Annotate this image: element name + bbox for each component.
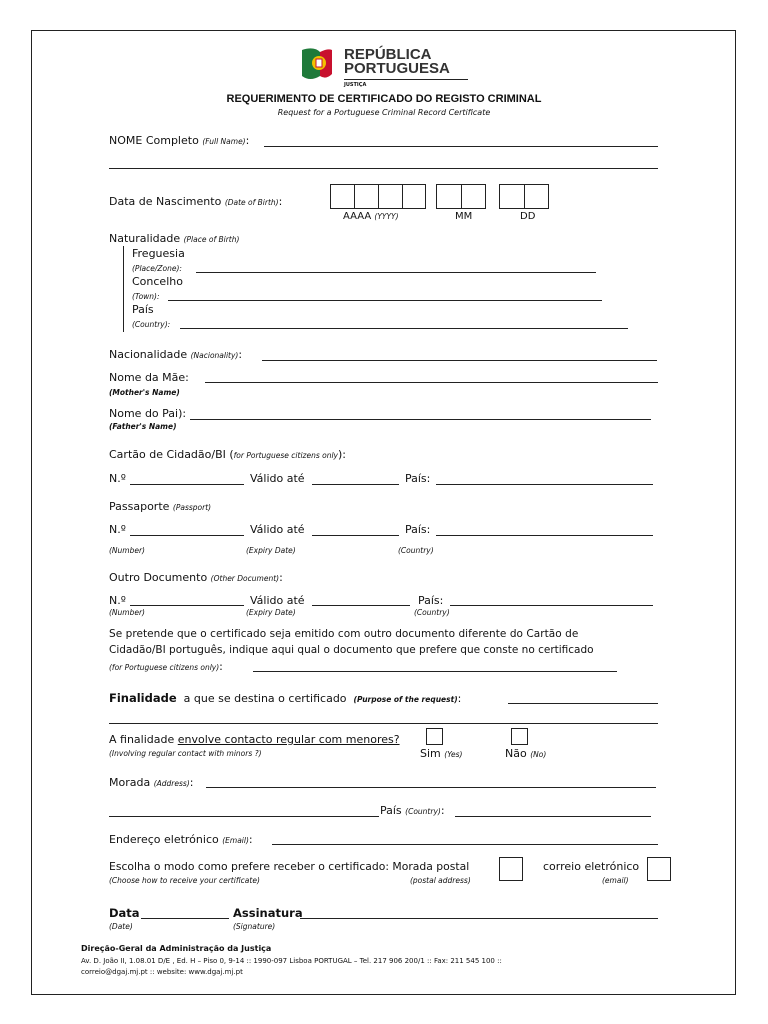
nationality-input[interactable] xyxy=(262,360,657,361)
pp-valid-label: Válido até xyxy=(250,523,305,536)
minors-pre: A finalidade xyxy=(109,733,175,746)
minors-yes-checkbox[interactable] xyxy=(426,728,443,745)
mm-label: MM xyxy=(455,211,473,222)
full-name-en: (Full Name) xyxy=(202,137,246,146)
nationality-label: Nacionalidade (Nacionality): xyxy=(109,348,243,361)
para-line3-en: (for Portuguese citizens only) xyxy=(109,663,220,672)
cc-number-label: N.º xyxy=(109,472,126,485)
logo-line1: REPÚBLICA xyxy=(344,46,432,63)
delivery-question: Escolha o modo como prefere receber o certificado: Morada postal xyxy=(109,860,470,873)
other-doc-en: (Other Document) xyxy=(210,574,280,583)
citizen-card-text: Cartão de Cidadão/BI ( xyxy=(109,448,234,461)
other-doc-para-line3: (for Portuguese citizens only): xyxy=(109,660,223,673)
address-country-input[interactable] xyxy=(455,816,651,817)
citizen-card-en: for Portuguese citizens only xyxy=(233,451,338,460)
passport-text: Passaporte xyxy=(109,500,170,513)
nationality-en: (Nacionality) xyxy=(190,351,239,360)
place-text: Naturalidade xyxy=(109,232,181,245)
father-label: Nome do Pai): xyxy=(109,407,187,420)
pp-number-en: (Number) xyxy=(109,546,145,555)
no-text: Não xyxy=(505,747,527,760)
od-number-en: (Number) xyxy=(109,608,145,617)
yes-en: (Yes) xyxy=(444,750,463,759)
parish-label: Freguesia xyxy=(132,247,185,260)
address-input-line1[interactable] xyxy=(206,787,656,788)
od-country-en: (Country) xyxy=(414,608,450,617)
footer-address: Av. D. João II, 1.08.01 D/E , Ed. H – Piso 0, 9-14 :: 1990-097 Lisboa PORTUGAL – Tel. 217 906 200/1 :: Fax: 211 545 100 :: xyxy=(81,957,502,965)
purpose-input-line1[interactable] xyxy=(508,703,658,704)
dob-month-boxes[interactable] xyxy=(436,184,486,209)
purpose-input-line2[interactable] xyxy=(109,723,658,724)
signature-input[interactable] xyxy=(300,918,658,919)
email-label: Endereço eletrónico (Email): xyxy=(109,833,253,846)
parish-en-text: (Place/Zone) xyxy=(132,264,180,273)
father-text: Nome do Pai) xyxy=(109,407,183,420)
dob-day-boxes[interactable] xyxy=(499,184,549,209)
passport-en: (Passport) xyxy=(172,503,212,512)
mother-label: Nome da Mãe: xyxy=(109,371,189,384)
mother-input[interactable] xyxy=(205,382,658,383)
country-label: País xyxy=(132,303,154,316)
minors-question xyxy=(109,733,400,746)
dd-label: DD xyxy=(520,211,536,222)
pp-country-input[interactable] xyxy=(436,535,653,536)
address-country-text: País xyxy=(380,804,402,817)
address-country-label: País (Country): xyxy=(380,804,445,817)
passport-label xyxy=(109,500,211,513)
cc-country-label: País: xyxy=(405,472,431,485)
cc-number-input[interactable] xyxy=(130,484,244,485)
logo-divider xyxy=(344,79,468,80)
address-input-line2[interactable] xyxy=(109,816,379,817)
full-name-input-line2[interactable] xyxy=(109,168,658,169)
full-name-input-line1[interactable] xyxy=(264,146,658,147)
od-valid-label: Válido até xyxy=(250,594,305,607)
address-label: Morada (Address): xyxy=(109,776,194,789)
father-en: (Father's Name) xyxy=(109,422,177,431)
form-title: REQUERIMENTO DE CERTIFICADO DO REGISTO CRIMINAL xyxy=(226,93,542,105)
nationality-text: Nacionalidade xyxy=(109,348,188,361)
dob-text: Data de Nascimento xyxy=(109,195,222,208)
od-number-input[interactable] xyxy=(130,605,244,606)
purpose-rest: a que se destina o certificado xyxy=(183,692,347,705)
delivery-en: (Choose how to receive your certificate) xyxy=(109,876,260,885)
date-input[interactable] xyxy=(141,918,229,919)
email-input[interactable] xyxy=(272,844,658,845)
address-text: Morada xyxy=(109,776,151,789)
place-label xyxy=(109,232,239,245)
country-en-text: (Country) xyxy=(132,320,168,329)
county-en-text: (Town) xyxy=(132,292,157,301)
flag-emblem-icon xyxy=(298,46,334,82)
place-bracket xyxy=(123,246,124,332)
footer-org: Direção-Geral da Administração da Justiça xyxy=(81,944,272,953)
purpose-label: Finalidade a que se destina o certificado (Purpose of the request): xyxy=(109,691,462,705)
minors-no-label xyxy=(505,747,546,760)
logo-sub: JUSTIÇA xyxy=(344,82,367,88)
delivery-email-checkbox[interactable] xyxy=(647,857,671,881)
yyyy-en: (YYYY) xyxy=(374,212,399,221)
country-en: (Country): xyxy=(132,320,171,329)
other-doc-para-line2: Cidadão/BI português, indique aqui qual o documento que prefere que conste no certificado xyxy=(109,644,594,656)
address-country-en: (Country) xyxy=(405,807,441,816)
father-input[interactable] xyxy=(190,419,651,420)
minors-yes-label xyxy=(420,747,462,760)
address-en: (Address) xyxy=(153,779,190,788)
place-en: (Place of Birth) xyxy=(183,235,240,244)
county-input[interactable] xyxy=(168,300,602,301)
mother-text: Nome da Mãe xyxy=(109,371,186,384)
pp-expiry-en: (Expiry Date) xyxy=(246,546,296,555)
purpose-en: (Purpose of the request) xyxy=(353,695,458,704)
od-number-label: N.º xyxy=(109,594,126,607)
parish-input[interactable] xyxy=(196,272,596,273)
od-expiry-en: (Expiry Date) xyxy=(246,608,296,617)
citizen-card-end: ): xyxy=(337,448,346,461)
county-en: (Town): xyxy=(132,292,160,301)
pp-number-input[interactable] xyxy=(130,535,244,536)
date-en: (Date) xyxy=(109,922,133,931)
pp-valid-input[interactable] xyxy=(312,535,399,536)
cc-valid-input[interactable] xyxy=(312,484,399,485)
email-text: Endereço eletrónico xyxy=(109,833,219,846)
mother-en: (Mother's Name) xyxy=(109,388,180,397)
county-label: Concelho xyxy=(132,275,183,288)
pp-country-label: País: xyxy=(405,523,431,536)
full-name-text: NOME Completo xyxy=(109,134,199,147)
signature-label: Assinatura xyxy=(233,906,303,920)
logo-line2: PORTUGUESA xyxy=(344,60,450,77)
minors-en: (Involving regular contact with minors ?) xyxy=(109,749,262,758)
minors-no-checkbox[interactable] xyxy=(511,728,528,745)
dob-year-boxes[interactable] xyxy=(330,184,426,209)
no-en: (No) xyxy=(530,750,547,759)
od-country-input[interactable] xyxy=(450,605,653,606)
dob-en: (Date of Birth) xyxy=(224,198,279,207)
od-country-label: País: xyxy=(418,594,444,607)
pp-country-en: (Country) xyxy=(398,546,434,555)
delivery-email-label: correio eletrónico xyxy=(543,860,640,873)
date-label: Data xyxy=(109,906,140,920)
form-subtitle: Request for a Portuguese Criminal Record Certificate xyxy=(277,108,491,117)
cc-valid-label: Válido até xyxy=(250,472,305,485)
od-valid-input[interactable] xyxy=(312,605,410,606)
other-doc-label: Outro Documento (Other Document): xyxy=(109,571,283,584)
yes-text: Sim xyxy=(420,747,441,760)
other-doc-text: Outro Documento xyxy=(109,571,208,584)
parish-en: (Place/Zone): xyxy=(132,264,182,273)
cc-country-input[interactable] xyxy=(436,484,653,485)
purpose-text: Finalidade xyxy=(109,691,177,705)
yyyy-label xyxy=(343,211,399,222)
signature-en: (Signature) xyxy=(233,922,276,931)
republic-logo xyxy=(298,46,478,92)
citizen-card-label xyxy=(109,448,346,461)
postal-en: (postal address) xyxy=(410,876,471,885)
preferred-doc-input[interactable] xyxy=(253,671,617,672)
minors-underlined: envolve contacto regular com menores? xyxy=(177,733,400,746)
dob-label: Data de Nascimento (Date of Birth): xyxy=(109,195,283,208)
other-doc-para-line1: Se pretende que o certificado seja emitido com outro documento diferente do Cartão de xyxy=(109,628,579,640)
country-input[interactable] xyxy=(180,328,628,329)
footer-contact: correio@dgaj.mj.pt :: website: www.dgaj.mj.pt xyxy=(81,968,243,976)
pp-number-label: N.º xyxy=(109,523,126,536)
email-en: (Email) xyxy=(222,836,249,845)
email-opt-en: (email) xyxy=(602,876,629,885)
delivery-postal-checkbox[interactable] xyxy=(499,857,523,881)
yyyy-text: AAAA xyxy=(343,211,372,222)
full-name-label: NOME Completo (Full Name): xyxy=(109,134,250,147)
